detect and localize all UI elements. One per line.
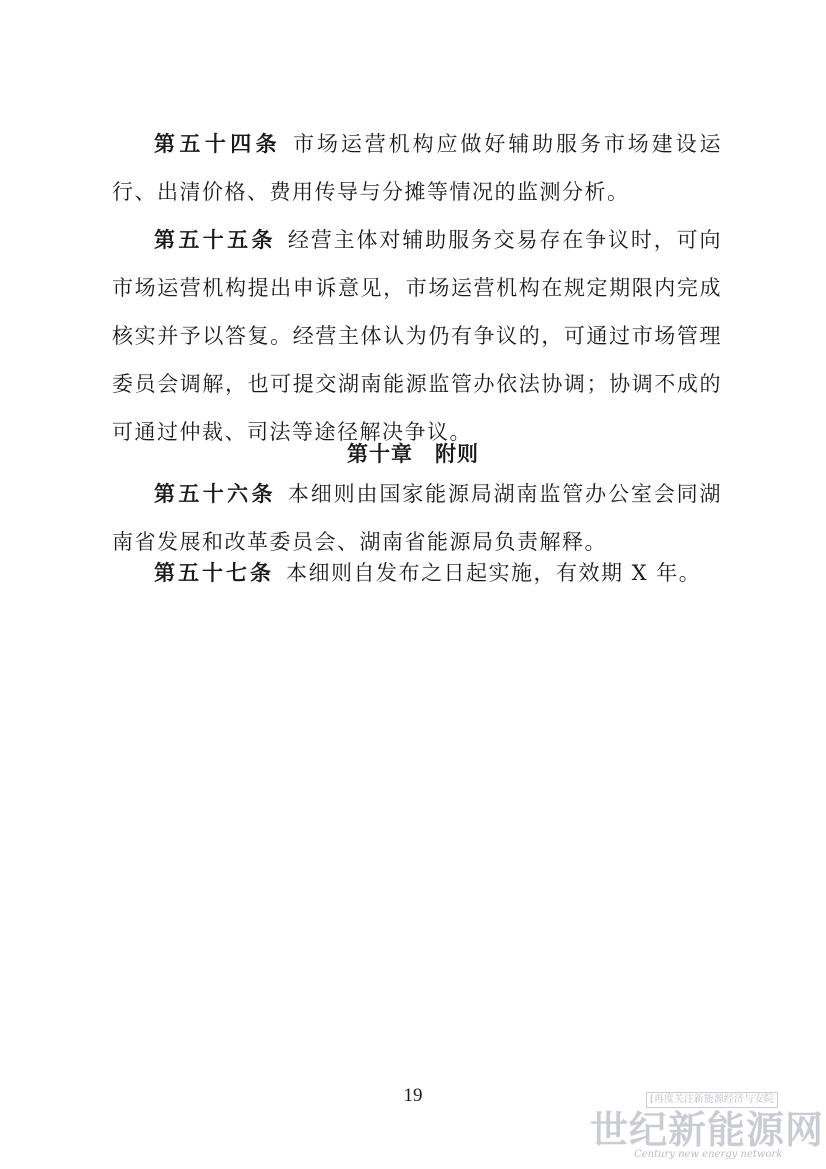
article-label: 第五十五条 — [154, 228, 276, 252]
article-57 — [112, 549, 722, 597]
watermark-english-name: Century new energy network — [634, 1149, 783, 1160]
article-text: 市场运营机构应做好辅助服务市场建设运行、出清价格、费用传导与分摊等情况的监测分析。 — [112, 132, 722, 204]
article-label: 第五十六条 — [154, 482, 276, 506]
watermark-tagline: [再度关注新能源经济与安院 — [646, 1092, 778, 1108]
article-text: 经营主体对辅助服务交易存在争议时，可向市场运营机构提出申诉意见，市场运营机构在规定期限内完成核实并予以答复。经营主体认为仍有争议的，可通过市场管理委员会调解，也可提交湖南能源监管办依法协调；协调不成的可通过仲裁、司法等途径解决争议。 — [112, 228, 723, 444]
page-number: 19 — [403, 1085, 423, 1106]
article-55 — [112, 216, 722, 456]
article-label: 第五十四条 — [154, 132, 282, 156]
chapter-number: 第十章 — [347, 442, 413, 466]
article-text: 本细则自发布之日起实施，有效期 X 年。 — [286, 561, 702, 585]
chapter-title: 附则 — [435, 442, 479, 466]
article-54 — [112, 120, 722, 216]
watermark-logo — [590, 1080, 825, 1165]
watermark-site-name: 世纪新能源网 — [590, 1108, 825, 1152]
article-label: 第五十七条 — [154, 561, 274, 585]
article-text: 本细则由国家能源局湖南监管办公室会同湖南省发展和改革委员会、湖南省能源局负责解释。 — [112, 482, 723, 554]
